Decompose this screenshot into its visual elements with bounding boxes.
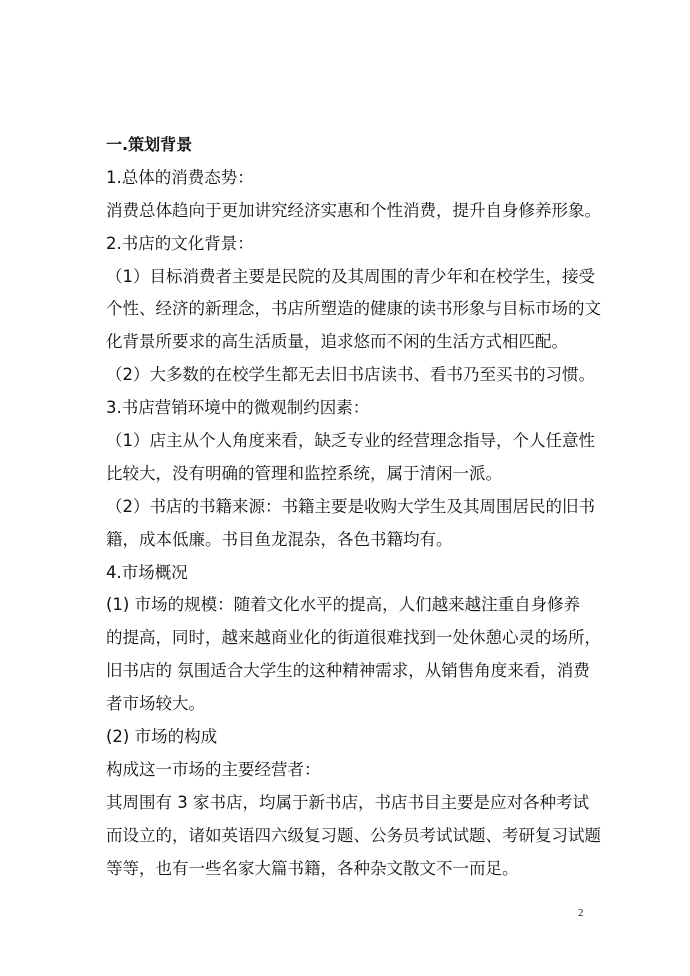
body-line: 个性、经济的新理念，书店所塑造的健康的读书形象与目标市场的文 <box>106 299 601 319</box>
body-line: （1）目标消费者主要是民院的及其周围的青少年和在校学生，接受 <box>106 266 595 286</box>
body-line: 籍，成本低廉。书目鱼龙混杂，各色书籍均有。 <box>106 529 453 549</box>
body-line: 旧书店的 氛围适合大学生的这种精神需求，从销售角度来看，消费 <box>106 661 590 681</box>
subheading-consumption-trend: 1.总体的消费态势： <box>106 167 254 187</box>
subheading-cultural-background: 2.书店的文化背景： <box>106 233 254 253</box>
body-line: （2）大多数的在校学生都无去旧书店读书、看书乃至买书的习惯。 <box>106 365 595 385</box>
subheading-market-overview: 4.市场概况 <box>106 562 188 582</box>
body-line: 构成这一市场的主要经营者： <box>106 759 321 779</box>
body-line: 者市场较大。 <box>106 694 205 714</box>
body-line: 比较大，没有明确的管理和监控系统，属于清闲一派。 <box>106 463 502 483</box>
page-number: 2 <box>578 907 584 919</box>
body-line: 的提高，同时，越来越商业化的街道很难找到一处休憩心灵的场所， <box>106 628 601 648</box>
body-line: (1) 市场的规模：随着文化水平的提高，人们越来越注重自身修养 <box>106 595 581 615</box>
subheading-micro-factors: 3.书店营销环境中的微观制约因素： <box>106 398 370 418</box>
body-line: 化背景所要求的高生活质量，追求悠而不闲的生活方式相匹配。 <box>106 332 568 352</box>
body-line: 其周围有 3 家书店，均属于新书店，书店书目主要是应对各种考试 <box>106 792 589 812</box>
body-line: （2）书店的书籍来源：书籍主要是收购大学生及其周围居民的旧书 <box>106 496 595 516</box>
section-heading: 一.策划背景 <box>106 135 193 154</box>
body-line: 等等，也有一些名家大篇书籍，各种杂文散文不一而足。 <box>106 858 519 878</box>
body-line: 消费总体趋向于更加讲究经济实惠和个性消费，提升自身修养形象。 <box>106 200 601 220</box>
body-line: 而设立的，诸如英语四六级复习题、公务员考试试题、考研复习试题 <box>106 825 601 845</box>
body-line: (2) 市场的构成 <box>106 727 218 747</box>
document-body <box>106 134 601 890</box>
body-line: （1）店主从个人角度来看，缺乏专业的经营理念指导，个人任意性 <box>106 431 595 451</box>
